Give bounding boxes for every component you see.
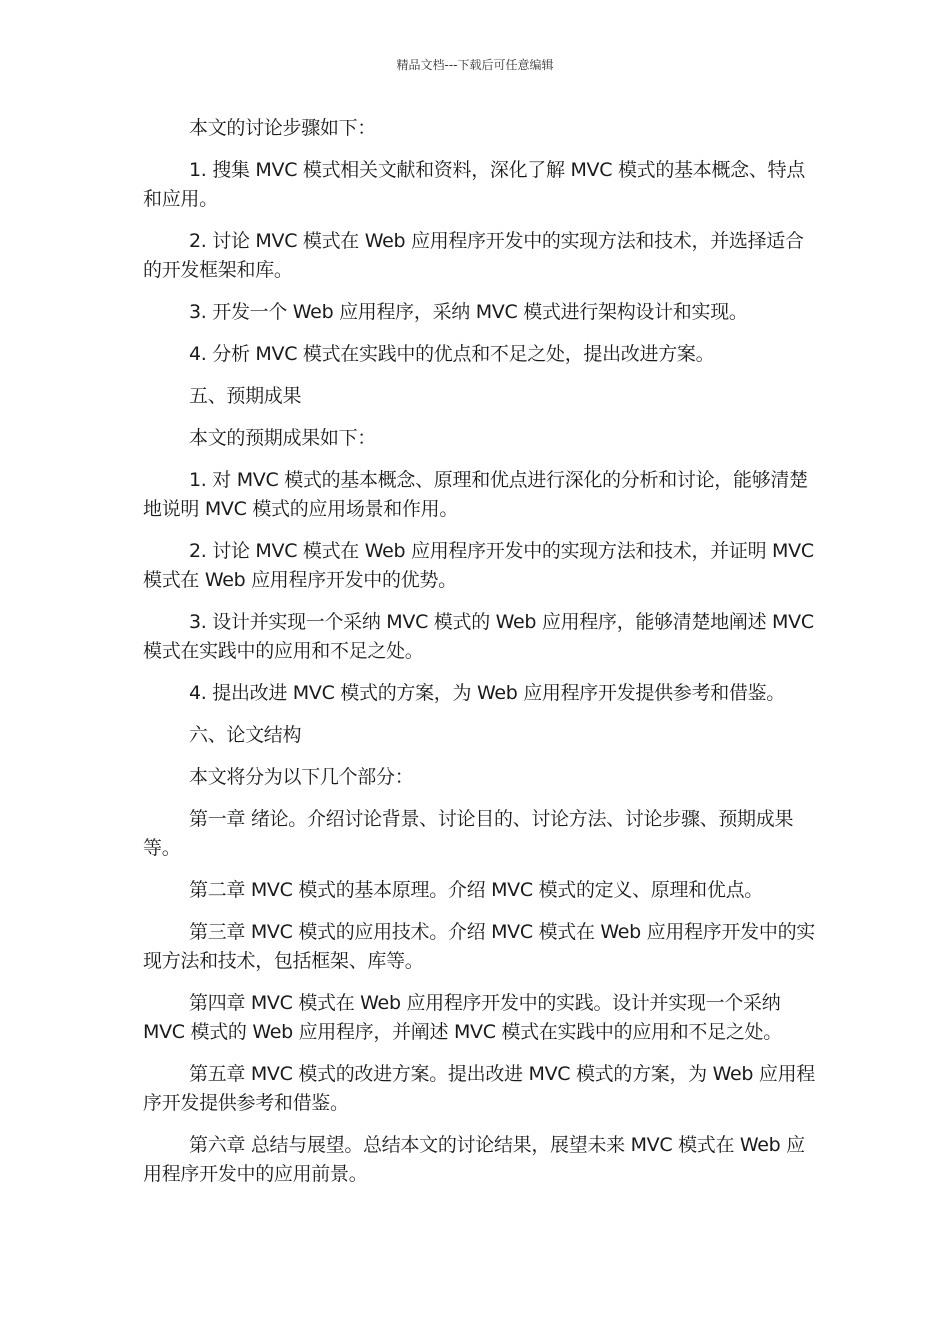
paragraph-structure-intro: 本文将分为以下几个部分： [189, 766, 414, 788]
paragraph-step-1: 1. 搜集 MVC 模式相关文献和资料，深化了解 MVC 模式的基本概念、特点和应用。 [143, 159, 805, 210]
paragraph-steps-intro: 本文的讨论步骤如下： [189, 117, 377, 139]
paragraph-result-1: 1. 对 MVC 模式的基本概念、原理和优点进行深化的分析和讨论，能够清楚地说明 MVC 模式的应用场景和作用。 [143, 469, 808, 520]
paragraph-chapter-5: 第五章 MVC 模式的改进方案。提出改进 MVC 模式的方案，为 Web 应用程序开发提供参考和借鉴。 [143, 1063, 815, 1114]
paragraph-chapter-2: 第二章 MVC 模式的基本原理。介绍 MVC 模式的定义、原理和优点。 [189, 879, 763, 901]
paragraph-step-2: 2. 讨论 MVC 模式在 Web 应用程序开发中的实现方法和技术，并选择适合的开发框架和库。 [143, 230, 804, 281]
paragraph-chapter-1: 第一章 绪论。介绍讨论背景、讨论目的、讨论方法、讨论步骤、预期成果等。 [143, 808, 794, 859]
page-header: 精品文档---下载后可任意编辑 [396, 58, 554, 72]
paragraph-chapter-6: 第六章 总结与展望。总结本文的讨论结果，展望未来 MVC 模式在 Web 应用程序开发中的应用前景。 [143, 1134, 805, 1185]
paragraph-result-3: 3. 设计并实现一个采纳 MVC 模式的 Web 应用程序，能够清楚地阐述 MVC 模式在实践中的应用和不足之处。 [143, 611, 814, 662]
document-body [143, 114, 815, 1202]
paragraph-result-4: 4. 提出改进 MVC 模式的方案，为 Web 应用程序开发提供参考和借鉴。 [189, 682, 786, 704]
section-heading-expected-results: 五、预期成果 [189, 385, 302, 407]
paragraph-result-2: 2. 讨论 MVC 模式在 Web 应用程序开发中的实现方法和技术，并证明 MVC 模式在 Web 应用程序开发中的优势。 [143, 540, 814, 591]
paragraph-chapter-3: 第三章 MVC 模式的应用技术。介绍 MVC 模式在 Web 应用程序开发中的实现方法和技术，包括框架、库等。 [143, 921, 815, 972]
paragraph-chapter-4: 第四章 MVC 模式在 Web 应用程序开发中的实践。设计并实现一个采纳 MVC 模式的 Web 应用程序，并阐述 MVC 模式在实践中的应用和不足之处。 [143, 992, 782, 1043]
section-heading-thesis-structure: 六、论文结构 [189, 724, 302, 746]
paragraph-results-intro: 本文的预期成果如下： [189, 427, 377, 449]
paragraph-step-3: 3. 开发一个 Web 应用程序，采纳 MVC 模式进行架构设计和实现。 [189, 301, 748, 323]
paragraph-step-4: 4. 分析 MVC 模式在实践中的优点和不足之处，提出改进方案。 [189, 343, 715, 365]
